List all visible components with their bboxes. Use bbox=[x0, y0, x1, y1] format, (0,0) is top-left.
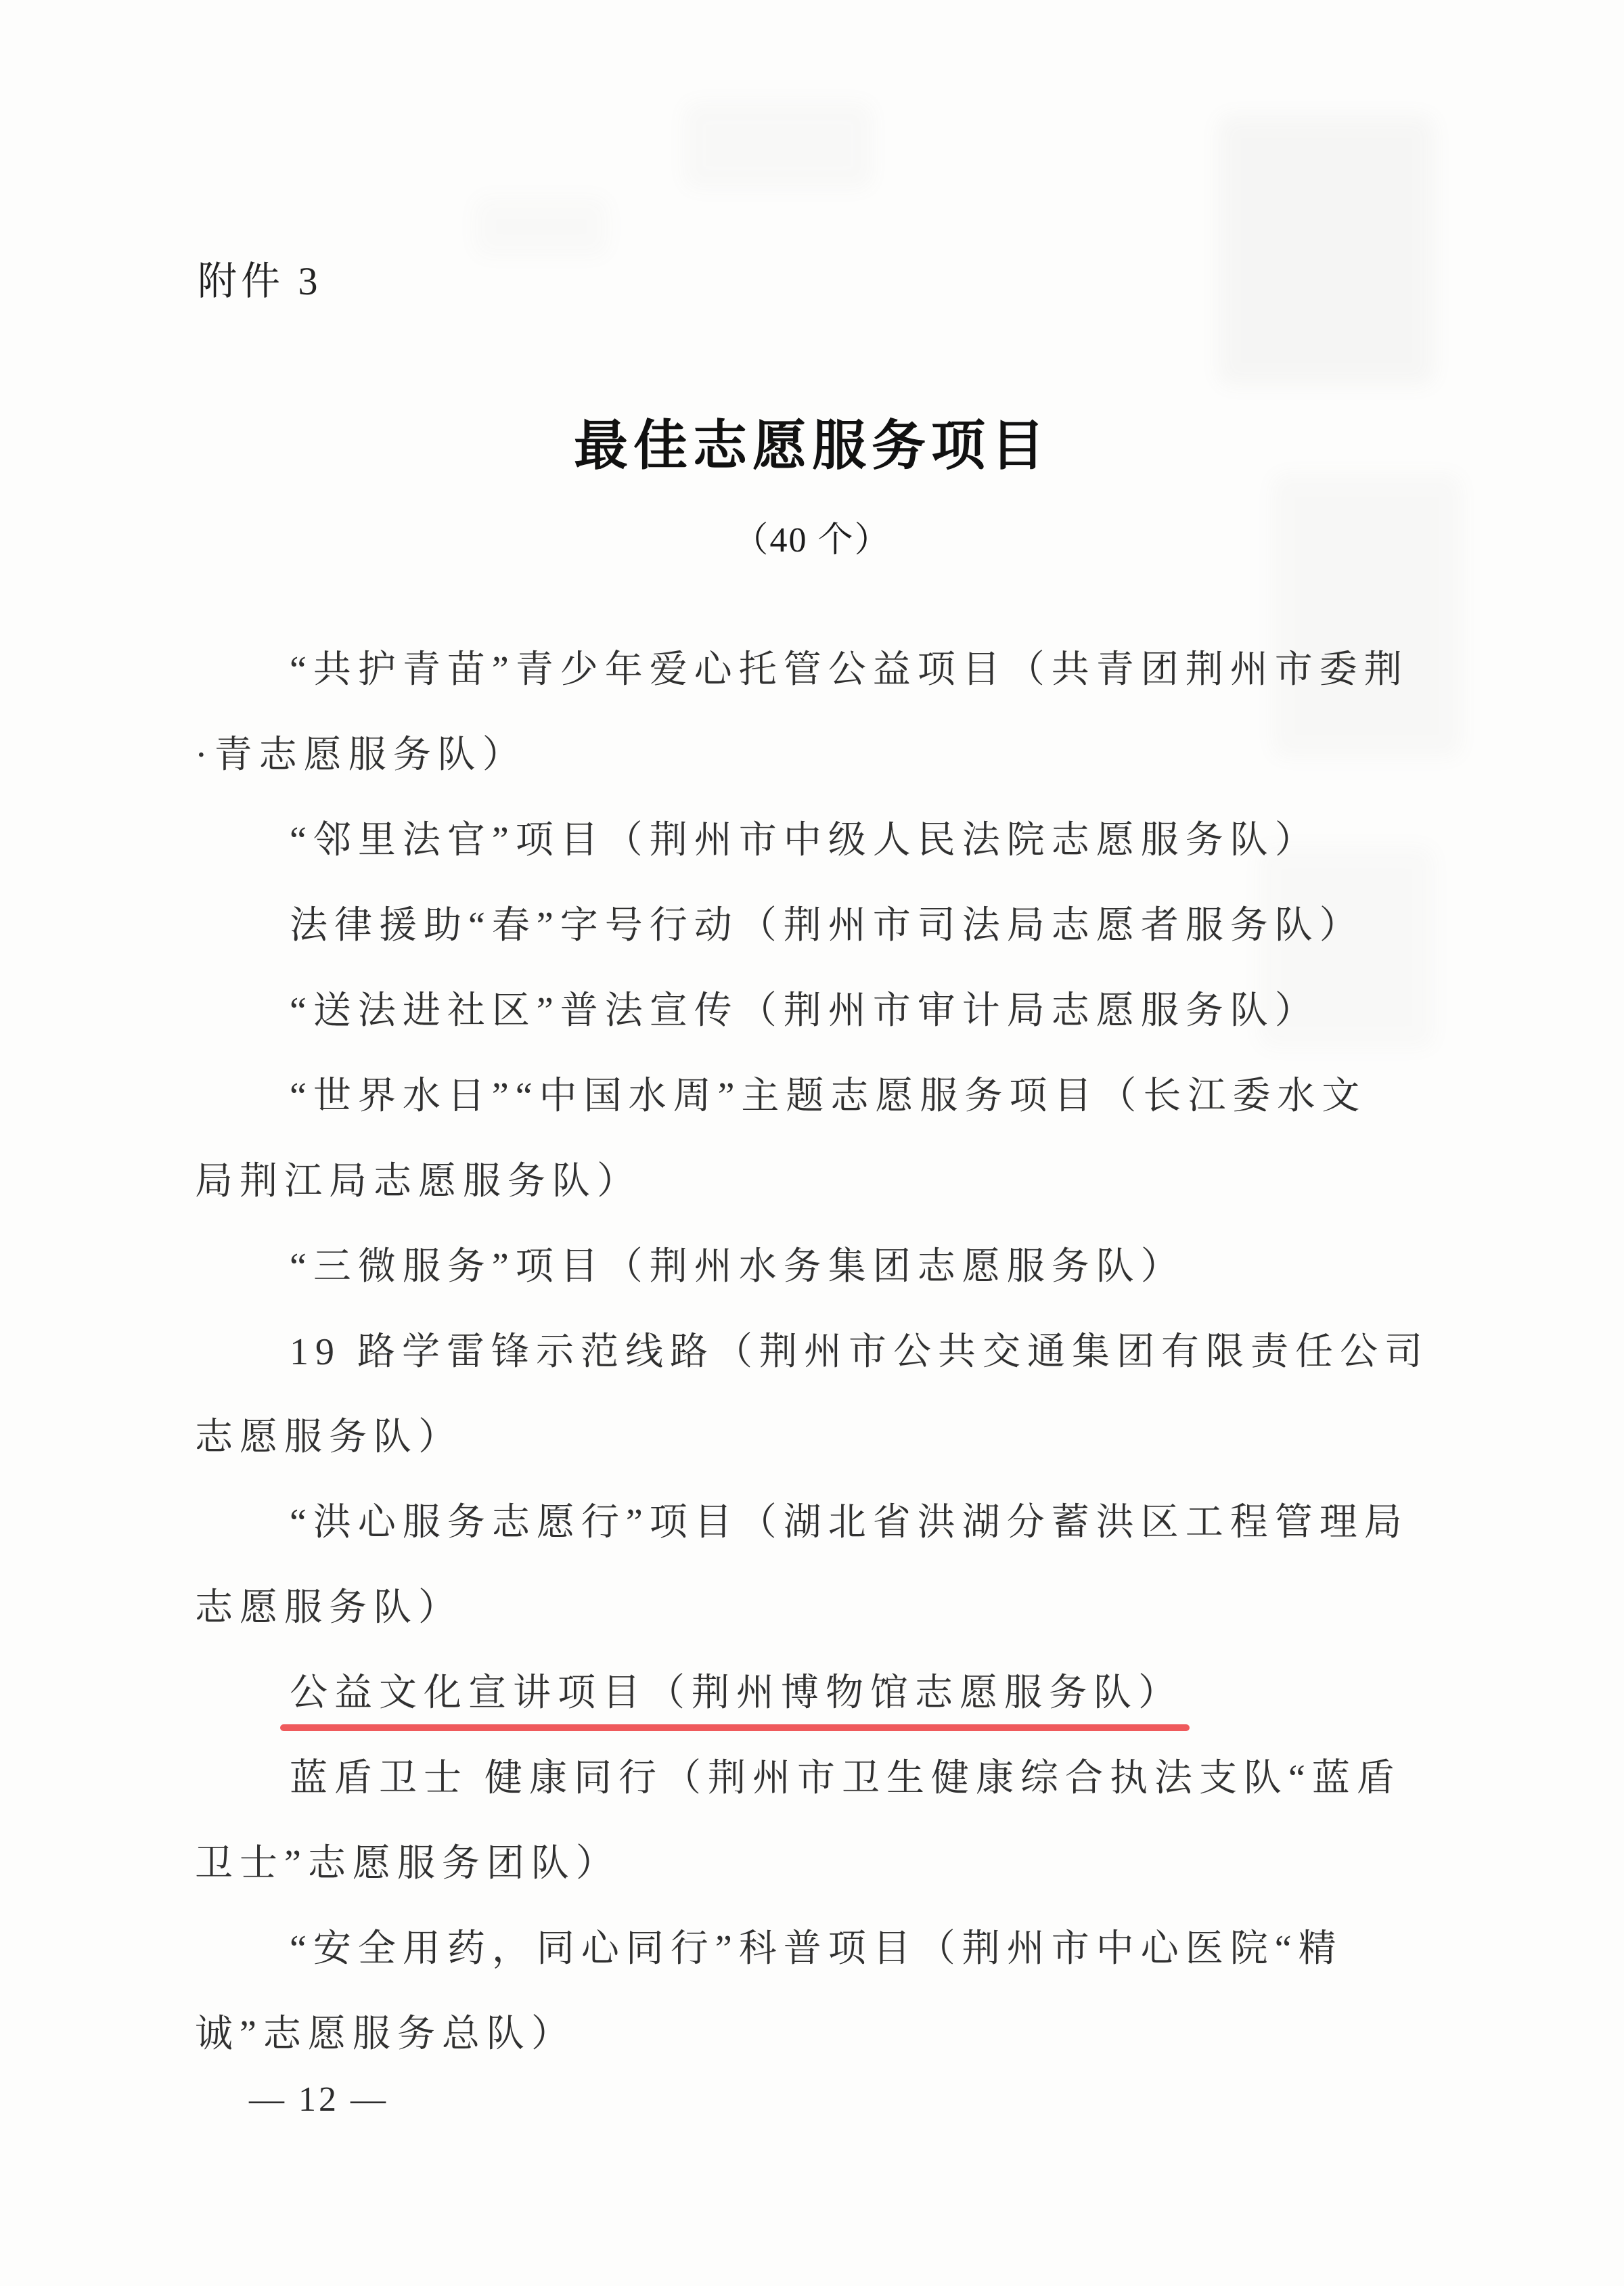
project-line: 法律援助“春”字号行动（荆州市司法局志愿者服务队） bbox=[290, 905, 1364, 947]
project-line: “共护青苗”青少年爱心托管公益项目（共青团荆州市委荆 bbox=[290, 649, 1409, 691]
attachment-label: 附件 3 bbox=[198, 259, 322, 303]
project-line: 诚”志愿服务总队） bbox=[195, 2013, 576, 2055]
project-line: 19 路学雷锋示范线路（荆州市公共交通集团有限责任公司 bbox=[290, 1331, 1429, 1373]
project-line: 志愿服务队） bbox=[195, 1587, 463, 1629]
page-title: 最佳志愿服务项目 bbox=[574, 417, 1050, 476]
page-number: — 12 — bbox=[249, 2080, 388, 2119]
project-line: “邻里法官”项目（荆州市中级人民法院志愿服务队） bbox=[290, 820, 1320, 861]
project-line: 卫士”志愿服务团队） bbox=[195, 1843, 621, 1885]
project-line: 志愿服务队） bbox=[195, 1416, 463, 1458]
project-line: “洪心服务志愿行”项目（湖北省洪湖分蓄洪区工程管理局 bbox=[290, 1502, 1409, 1544]
project-line-highlighted: 公益文化宣讲项目（荆州博物馆志愿服务队） bbox=[290, 1651, 1183, 1736]
project-line: “安全用药，同心同行”科普项目（荆州市中心医院“精 bbox=[290, 1928, 1343, 1970]
project-line: 局荆江局志愿服务队） bbox=[195, 1161, 641, 1203]
item-count-note: （40 个） bbox=[733, 521, 891, 560]
project-line: “世界水日”“中国水周”主题志愿服务项目（长江委水文 bbox=[290, 1075, 1367, 1117]
project-line: 蓝盾卫士 健康同行（荆州市卫生健康综合执法支队“蓝盾 bbox=[290, 1757, 1401, 1799]
project-line: “三微服务”项目（荆州水务集团志愿服务队） bbox=[290, 1246, 1186, 1288]
project-line: ·青志愿服务队） bbox=[195, 734, 527, 776]
project-line: “送法进社区”普法宣传（荆州市审计局志愿服务队） bbox=[290, 990, 1320, 1032]
